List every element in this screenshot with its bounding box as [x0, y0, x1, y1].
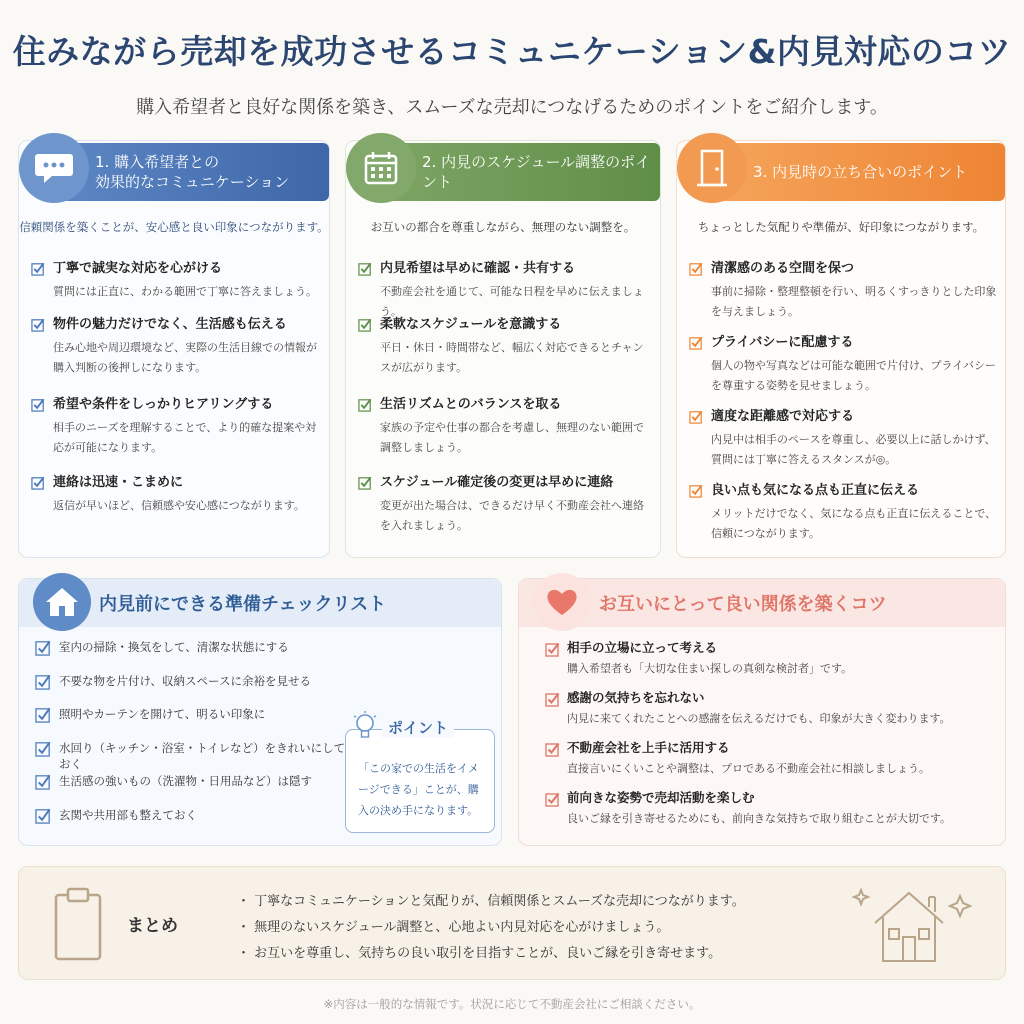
tip-title: 前向きな姿勢で売却活動を楽しむ	[567, 790, 755, 805]
lightbulb-icon	[350, 710, 380, 744]
card-heading	[59, 143, 329, 201]
check-icon	[31, 475, 46, 490]
relations-tips	[518, 578, 1006, 846]
card-heading-line1: 3. 内見時の立ち合いのポイント	[753, 163, 968, 181]
check-icon	[31, 261, 46, 276]
checklist-item: 不要な物を片付け、収納スペースに余裕を見せる	[35, 673, 355, 707]
list-item	[31, 259, 321, 315]
page-subtitle: 購入希望者と良好な関係を築き、スムーズな売却につなげるためのポイントをご紹介します。	[136, 97, 888, 118]
tip-item	[545, 689, 995, 739]
check-icon	[545, 791, 561, 807]
item-desc: 内見中は相手のペースを尊重し、必要以上に話しかけず、質問には丁寧に答えるスタンスが◎。	[711, 433, 996, 466]
tip-item	[545, 639, 995, 689]
calendar-icon	[346, 133, 416, 203]
checklist-item: 室内の掃除・換気をして、清潔な状態にする	[35, 639, 355, 673]
heart-icon	[533, 573, 591, 631]
checklist-item: 水回り（キッチン・浴室・トイレなど）をきれいにしておく	[35, 740, 355, 774]
speech-bubble-icon	[19, 133, 89, 203]
item-title: 生活リズムとのバランスを取る	[380, 397, 562, 412]
check-icon	[689, 483, 704, 498]
list-item	[689, 259, 997, 333]
tip-desc: 良いご縁を引き寄せるためにも、前向きな気持ちで取り組むことが大切です。	[567, 812, 952, 825]
check-icon	[31, 317, 46, 332]
card-communication	[18, 140, 330, 558]
checkbox-icon	[35, 740, 52, 757]
item-title: 丁寧で誠実な対応を心がける	[53, 261, 223, 276]
footnote: ※内容は一般的な情報です。状況に応じて不動産会社にご相談ください。	[323, 997, 701, 1011]
summary-box	[18, 866, 1006, 980]
checklist-item: 生活感の強いもの（洗濯物・日用品など）は隠す	[35, 773, 355, 807]
prep-checklist	[18, 578, 502, 846]
tip-desc: 内見に来てくれたことへの感謝を伝えるだけでも、印象が大きく変わります。	[567, 712, 951, 725]
check-icon	[689, 335, 704, 350]
checkbox-icon	[35, 807, 52, 824]
item-title: 内見希望は早めに確認・共有する	[380, 261, 576, 276]
summary-point: ・ 無理のないスケジュール調整と、心地よい内見対応を心がけましょう。	[237, 920, 670, 935]
item-desc: メリットだけでなく、気になる点も正直に伝えることで、信頼につながります。	[711, 507, 997, 540]
list-item	[31, 395, 321, 473]
item-desc: 返信が早いほど、信頼感や安心感につながります。	[53, 499, 305, 512]
list-item	[689, 333, 997, 407]
house-icon	[33, 573, 91, 631]
checklist-item: 玄関や共用部も整えておく	[35, 807, 355, 841]
checkbox-icon	[35, 673, 52, 690]
list-item	[31, 315, 321, 395]
item-title: 希望や条件をしっかりヒアリングする	[53, 397, 274, 412]
item-desc: 不動産会社を通じて、可能な日程を早めに伝えましょう。	[380, 285, 644, 318]
item-title: スケジュール確定後の変更は早めに連絡	[380, 475, 614, 490]
tip-desc: 直接言いにくいことや調整は、プロである不動産会社に相談しましょう。	[567, 762, 930, 775]
tip-title: 感謝の気持ちを忘れない	[567, 690, 705, 705]
check-icon	[689, 261, 704, 276]
card-lead: お互いの都合を尊重しながら、無理のない調整を。	[370, 220, 636, 234]
summary-label: まとめ	[127, 916, 178, 936]
item-title: 清潔感のある空間を保つ	[711, 261, 855, 276]
tip-title: 相手の立場に立って考える	[567, 640, 718, 655]
point-callout	[345, 719, 495, 833]
check-icon	[358, 397, 373, 412]
card-lead: ちょっとした気配りや準備が、好印象につながります。	[697, 220, 985, 234]
card-heading	[717, 143, 1005, 201]
relations-heading: お互いにとって良い関係を築くコツ	[519, 579, 1005, 627]
item-title: プライバシーに配慮する	[711, 335, 854, 350]
check-icon	[358, 261, 373, 276]
checkbox-icon	[35, 639, 52, 656]
item-desc: 質問には正直に、わかる範囲で丁寧に答えましょう。	[53, 285, 317, 298]
card-heading	[386, 143, 660, 201]
item-title: 良い点も気になる点も正直に伝える	[711, 483, 920, 498]
item-desc: 変更が出た場合は、できるだけ早く不動産会社へ連絡を入れましょう。	[380, 499, 644, 532]
clipboard-icon	[53, 885, 103, 963]
item-desc: 事前に掃除・整理整頓を行い、明るくすっきりとした印象を与えましょう。	[711, 285, 997, 318]
check-icon	[358, 317, 373, 332]
summary-point: ・ お互いを尊重し、気持ちの良い取引を目指すことが、良いご縁を引き寄せます。	[237, 946, 722, 961]
card-lead: 信頼関係を築くことが、安心感と良い印象につながります。	[19, 220, 329, 234]
house-sparkle-icon	[845, 877, 975, 969]
tip-desc: 購入希望者も「大切な住まい探しの真剣な検討者」です。	[567, 662, 853, 675]
list-item	[358, 473, 652, 536]
check-icon	[358, 475, 373, 490]
check-icon	[545, 641, 561, 657]
list-item	[358, 315, 652, 395]
list-item	[689, 407, 997, 481]
card-heading-line1: 2. 内見のスケジュール調整のポイント	[422, 153, 651, 191]
item-desc: 家族の予定や仕事の都合を考慮し、無理のない範囲で調整しましょう。	[380, 421, 644, 454]
card-heading-line1: 1. 購入希望者との	[95, 153, 220, 171]
check-icon	[545, 691, 561, 707]
checklist-heading: 内見前にできる準備チェックリスト	[19, 579, 501, 627]
checkbox-icon	[35, 706, 52, 723]
card-attendance	[676, 140, 1006, 558]
item-title: 柔軟なスケジュールを意識する	[380, 317, 562, 332]
tip-item	[545, 739, 995, 789]
check-icon	[31, 397, 46, 412]
item-desc: 住み心地や周辺環境など、実際の生活目線での情報が購入判断の後押しになります。	[53, 341, 317, 374]
card-schedule	[345, 140, 661, 558]
checklist-item: 照明やカーテンを開けて、明るい印象に	[35, 706, 355, 740]
item-title: 連絡は迅速・こまめに	[53, 475, 184, 490]
list-item	[358, 395, 652, 473]
point-title: ポイント	[382, 717, 454, 738]
item-desc: 相手のニーズを理解することで、より的確な提案や対応が可能になります。	[53, 421, 317, 454]
check-icon	[689, 409, 704, 424]
card-heading-line2: 効果的なコミュニケーション	[95, 173, 290, 191]
list-item	[358, 259, 652, 318]
tip-title: 不動産会社を上手に活用する	[567, 740, 730, 755]
point-text: 「この家での生活をイメージできる」ことが、購入の決め手になります。	[358, 762, 479, 817]
tip-item	[545, 789, 995, 839]
list-item	[31, 473, 321, 516]
item-desc: 平日・休日・時間帯など、幅広く対応できるとチャンスが広がります。	[380, 341, 644, 374]
item-title: 物件の魅力だけでなく、生活感も伝える	[53, 317, 287, 332]
page-title: 住みながら売却を成功させるコミュニケーション&内見対応のコツ	[12, 32, 1012, 71]
list-item	[689, 481, 997, 544]
checkbox-icon	[35, 773, 52, 790]
check-icon	[545, 741, 561, 757]
item-desc: 個人の物や写真などは可能な範囲で片付け、プライバシーを尊重する姿勢を見せましょう。	[711, 359, 997, 392]
item-title: 適度な距離感で対応する	[711, 409, 855, 424]
summary-point: ・ 丁寧なコミュニケーションと気配りが、信頼関係とスムーズな売却につながります。	[237, 894, 745, 909]
door-icon	[677, 133, 747, 203]
